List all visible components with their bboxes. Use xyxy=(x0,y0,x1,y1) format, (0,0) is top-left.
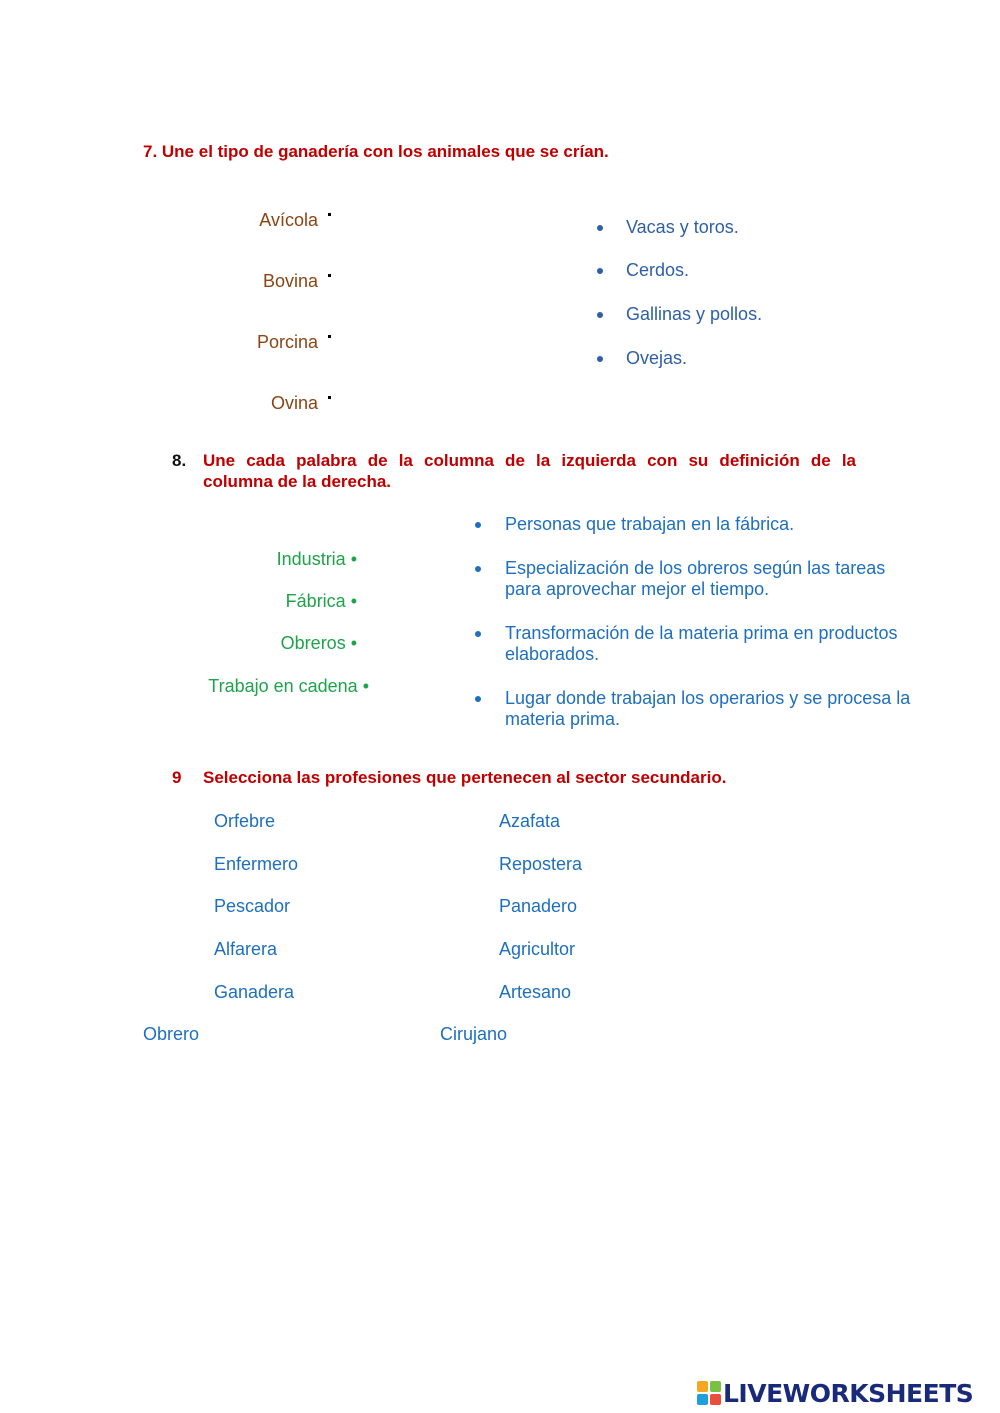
q9-option[interactable]: Enfermero xyxy=(214,854,299,874)
q8-right-dot[interactable] xyxy=(475,696,481,702)
q9-option[interactable]: Repostera xyxy=(499,854,583,874)
q8-number: 8. xyxy=(172,451,187,470)
q7-left-dot[interactable] xyxy=(328,274,331,277)
q8-right-line: elaborados. xyxy=(505,644,600,664)
q7-right-item: Gallinas y pollos. xyxy=(626,304,763,324)
q9-option[interactable]: Cirujano xyxy=(440,1024,508,1044)
q7-right-dot[interactable] xyxy=(597,356,603,362)
q8-left-item[interactable]: Obreros • xyxy=(280,633,357,653)
q8-title-line1: Une cada palabra de la columna de la izquierda con su definición de la xyxy=(203,451,856,470)
q9-option[interactable]: Orfebre xyxy=(214,811,276,831)
q9-option[interactable]: Pescador xyxy=(214,896,291,916)
q8-title-line2: columna de la derecha. xyxy=(203,472,392,491)
q9-option[interactable]: Alfarera xyxy=(214,939,278,959)
q7-right-dot[interactable] xyxy=(597,225,603,231)
q7-left-item: Ovina xyxy=(270,393,318,413)
q8-right-dot[interactable] xyxy=(475,631,481,637)
q7-right-item: Ovejas. xyxy=(626,348,688,368)
q7-left-item: Porcina xyxy=(256,332,318,352)
q7-left-item: Avícola xyxy=(259,210,318,230)
q7-left-dot[interactable] xyxy=(328,335,331,338)
q9-title: Selecciona las profesiones que pertenecen al sector secundario. xyxy=(203,768,727,787)
q7-left-dot[interactable] xyxy=(328,396,331,399)
q7-right-item: Cerdos. xyxy=(626,260,690,280)
q9-option[interactable]: Agricultor xyxy=(499,939,576,959)
q8-right-dot[interactable] xyxy=(475,566,481,572)
q9-option[interactable]: Azafata xyxy=(499,811,561,831)
logo-text: LIVEWORKSHEETS xyxy=(723,1378,974,1408)
q8-left-item[interactable]: Fábrica • xyxy=(285,591,357,611)
q7-left-dot[interactable] xyxy=(328,213,331,216)
q8-right-line: Transformación de la materia prima en productos xyxy=(505,623,898,643)
q7-title: 7. Une el tipo de ganadería con los animales que se crían. xyxy=(143,142,609,161)
q8-right-dot[interactable] xyxy=(475,522,481,528)
q8-right-line: Especialización de los obreros según las tareas xyxy=(505,558,886,578)
q8-right-line: Personas que trabajan en la fábrica. xyxy=(505,514,795,534)
q7-right-item: Vacas y toros. xyxy=(626,217,739,237)
q7-right-dot[interactable] xyxy=(597,268,603,274)
logo-mark-icon xyxy=(697,1381,721,1405)
q7-right-dot[interactable] xyxy=(597,312,603,318)
q8-right-line: para aprovechar mejor el tiempo. xyxy=(505,579,770,599)
q8-left-item[interactable]: Industria • xyxy=(276,549,357,569)
q9-number: 9 xyxy=(172,768,182,787)
q9-option[interactable]: Artesano xyxy=(499,982,572,1002)
q8-right-line: Lugar donde trabajan los operarios y se procesa la xyxy=(505,688,911,708)
q8-left-item[interactable]: Trabajo en cadena • xyxy=(208,676,369,696)
liveworksheets-logo xyxy=(697,1377,973,1409)
q9-option[interactable]: Obrero xyxy=(143,1024,200,1044)
q9-option[interactable]: Ganadera xyxy=(214,982,295,1002)
q9-option[interactable]: Panadero xyxy=(499,896,578,916)
q8-right-line: materia prima. xyxy=(505,709,621,729)
q7-left-item: Bovina xyxy=(262,271,318,291)
